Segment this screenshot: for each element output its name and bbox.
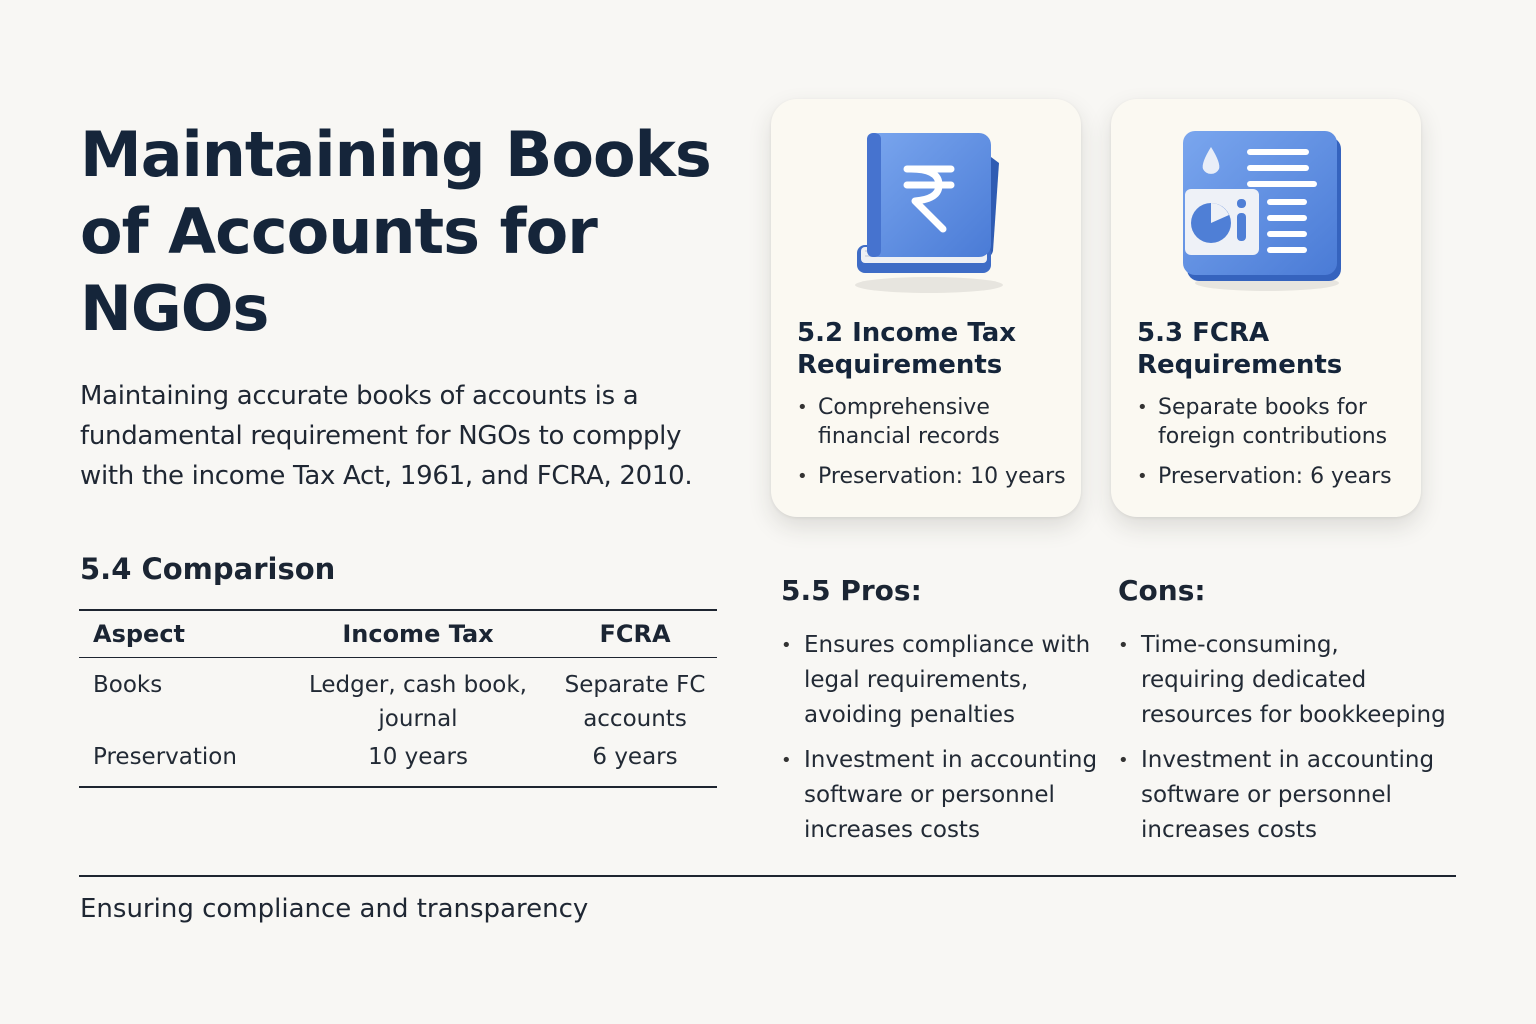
cons-list bbox=[1118, 628, 1448, 858]
page-title: Maintaining Books of Accounts for NGOs bbox=[80, 118, 711, 345]
fcra-list bbox=[1137, 393, 1417, 502]
comparison-heading: 5.4 Comparison bbox=[80, 552, 336, 586]
cell-text: Ledger, cash book, journal bbox=[309, 672, 527, 732]
pros-list bbox=[781, 628, 1111, 858]
cell-text: Separate FC accounts bbox=[564, 672, 706, 732]
table-row bbox=[79, 658, 717, 737]
list-item: • Separate books for foreign contributions bbox=[1137, 393, 1417, 451]
column-header: FCRA bbox=[553, 610, 717, 658]
list-item: • Preservation: 10 years bbox=[797, 462, 1077, 491]
list-item: • Investment in accounting software or personnel increases costs bbox=[1118, 743, 1448, 848]
rupee-book-icon bbox=[831, 127, 1021, 297]
footer-divider bbox=[79, 875, 1456, 877]
table-cell: 6 years bbox=[592, 744, 678, 770]
list-item: • Comprehensive financial records bbox=[797, 393, 1077, 451]
column-header: Income Tax bbox=[283, 610, 553, 658]
pros-heading: 5.5 Pros: bbox=[781, 574, 922, 607]
fcra-card-title: 5.3 FCRA Requirements bbox=[1137, 318, 1343, 380]
list-item: • Preservation: 6 years bbox=[1137, 462, 1417, 491]
table-cell bbox=[283, 658, 553, 737]
intro-paragraph: Maintaining accurate books of accounts is a fundamental requirement for NGOs to compply with the income Tax Act, 1961, and FCRA, 2010. bbox=[80, 381, 693, 491]
income-tax-card-title: 5.2 Income Tax Requirements bbox=[797, 318, 1017, 380]
comparison-table bbox=[79, 609, 717, 788]
list-item: • Time-consuming, requiring dedicated resources for bookkeeping bbox=[1118, 628, 1448, 733]
table-row bbox=[79, 736, 717, 787]
list-item: • Ensures compliance with legal requirements, avoiding penalties bbox=[781, 628, 1111, 733]
table-cell: Preservation bbox=[93, 744, 237, 770]
fcra-card bbox=[1111, 99, 1421, 517]
table-cell: Books bbox=[93, 672, 163, 698]
table-cell: 10 years bbox=[368, 744, 468, 770]
cons-heading: Cons: bbox=[1118, 574, 1206, 607]
list-item: • Investment in accounting software or personnel increases costs bbox=[781, 743, 1111, 848]
income-tax-card bbox=[771, 99, 1081, 517]
column-header: Aspect bbox=[79, 610, 283, 658]
document-report-icon bbox=[1171, 127, 1361, 297]
income-tax-list bbox=[797, 393, 1077, 502]
table-cell bbox=[553, 658, 717, 737]
table-header-row bbox=[79, 610, 717, 658]
footer-text: Ensuring compliance and transparency bbox=[80, 894, 589, 924]
